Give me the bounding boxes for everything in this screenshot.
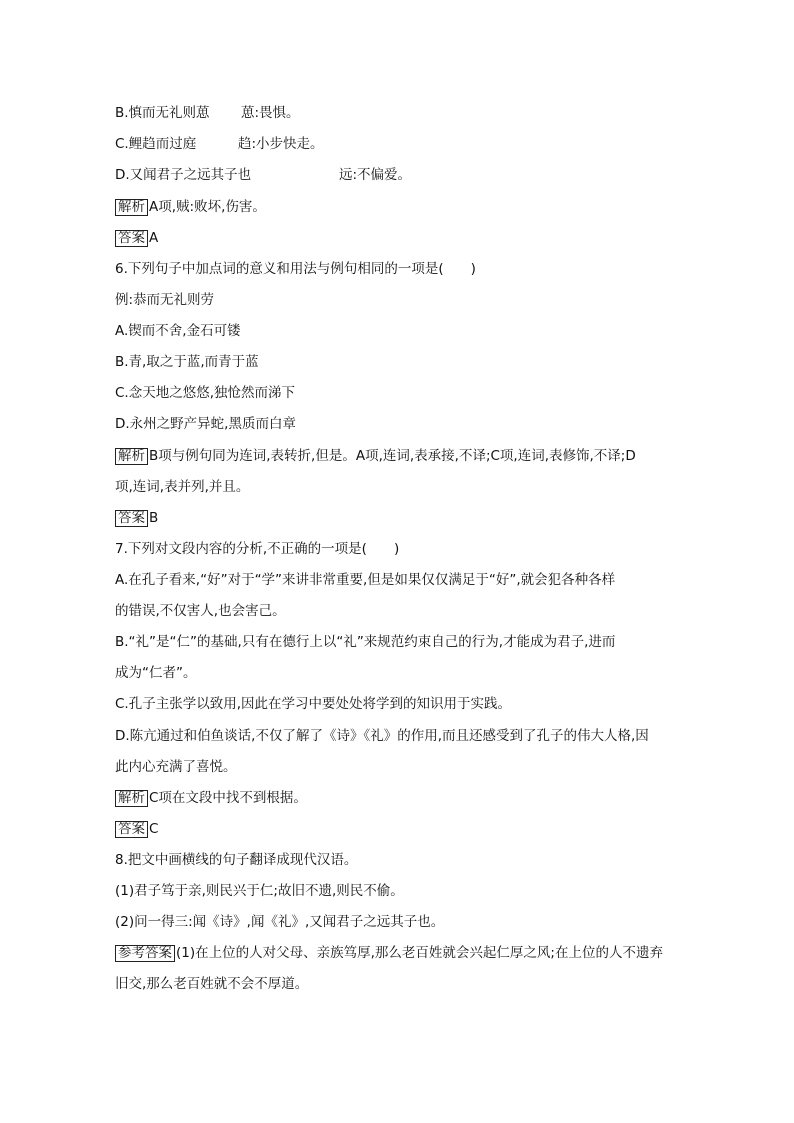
q7-option-a-cont: 的错误,不仅害人,也会害己。	[115, 603, 286, 619]
q7-answer	[115, 820, 158, 838]
q7-option-b-cont: 成为“仁者”。	[115, 665, 197, 681]
q5-option-c	[115, 135, 324, 153]
option-text: C.鲤趋而过庭	[115, 136, 197, 152]
analysis-text: C项在文段中找不到根据。	[149, 790, 307, 806]
q5-option-b	[115, 104, 300, 122]
q7-option-b: B.“礼”是“仁”的基础,只有在德行上以“礼”来规范约束自己的行为,才能成为君子,进而	[115, 634, 616, 650]
q8-sentence-1: (1)君子笃于亲,则民兴于仁;故旧不遗,则民不偷。	[115, 883, 404, 899]
q7-question: 7.下列对文段内容的分析,不正确的一项是( )	[115, 541, 400, 557]
reference-answer-label: 参考答案	[115, 945, 175, 962]
option-text: D.又闻君子之远其子也	[115, 167, 252, 183]
option-text: B.慎而无礼则葸	[115, 105, 210, 121]
q6-analysis	[115, 447, 636, 465]
q6-example: 例:恭而无礼则劳	[115, 292, 215, 308]
answer-label: 答案	[115, 230, 148, 247]
answer-text: B	[149, 510, 159, 526]
analysis-text: B项与例句同为连词,表转折,但是。A项,连词,表承接,不译;C项,连词,表修饰,不译;D	[149, 448, 636, 464]
q7-option-c: C.孔子主张学以致用,因此在学习中要处处将学到的知识用于实践。	[115, 696, 512, 712]
q8-reference-answer	[115, 944, 663, 962]
q5-analysis	[115, 198, 266, 216]
q6-option-b: B.青,取之于蓝,而青于蓝	[115, 354, 259, 370]
q8-sentence-2: (2)问一得三:闻《诗》,闻《礼》,又闻君子之远其子也。	[115, 914, 445, 930]
q6-option-c: C.念天地之悠悠,独怆然而涕下	[115, 385, 296, 401]
analysis-label: 解析	[115, 448, 148, 465]
q6-analysis-cont: 项,连词,表并列,并且。	[115, 479, 250, 495]
option-gloss: 葸:畏惧。	[241, 105, 300, 121]
analysis-label: 解析	[115, 790, 148, 807]
q5-answer	[115, 229, 158, 247]
q6-option-d: D.永州之野产异蛇,黑质而白章	[115, 416, 296, 432]
answer-label: 答案	[115, 510, 148, 527]
answer-label: 答案	[115, 821, 148, 838]
q6-option-a: A.锲而不舍,金石可镂	[115, 323, 241, 339]
q6-question: 6.下列句子中加点词的意义和用法与例句相同的一项是( )	[115, 261, 476, 277]
q7-option-a: A.在孔子看来,“好”对于“学”来讲非常重要,但是如果仅仅满足于“好”,就会犯各种各样	[115, 572, 616, 588]
answer-text: C	[149, 821, 159, 837]
q5-option-d	[115, 166, 412, 184]
reference-answer-text: (1)在上位的人对父母、亲族笃厚,那么老百姓就会兴起仁厚之风;在上位的人不遗弃	[176, 945, 663, 961]
q7-analysis	[115, 789, 307, 807]
q8-reference-answer-cont: 旧交,那么老百姓就不会不厚道。	[115, 976, 309, 992]
q7-option-d-cont: 此内心充满了喜悦。	[115, 759, 237, 775]
option-gloss: 趋:小步快走。	[238, 136, 324, 152]
answer-text: A	[149, 230, 159, 246]
q8-question: 8.把文中画横线的句子翻译成现代汉语。	[115, 852, 358, 868]
option-gloss: 远:不偏爱。	[339, 167, 412, 183]
q6-answer	[115, 509, 158, 527]
q7-option-d: D.陈亢通过和伯鱼谈话,不仅了解了《诗》《礼》的作用,而且还感受到了孔子的伟大人格,因	[115, 728, 649, 744]
analysis-label: 解析	[115, 199, 148, 216]
analysis-text: A项,贼:败坏,伤害。	[149, 199, 266, 215]
